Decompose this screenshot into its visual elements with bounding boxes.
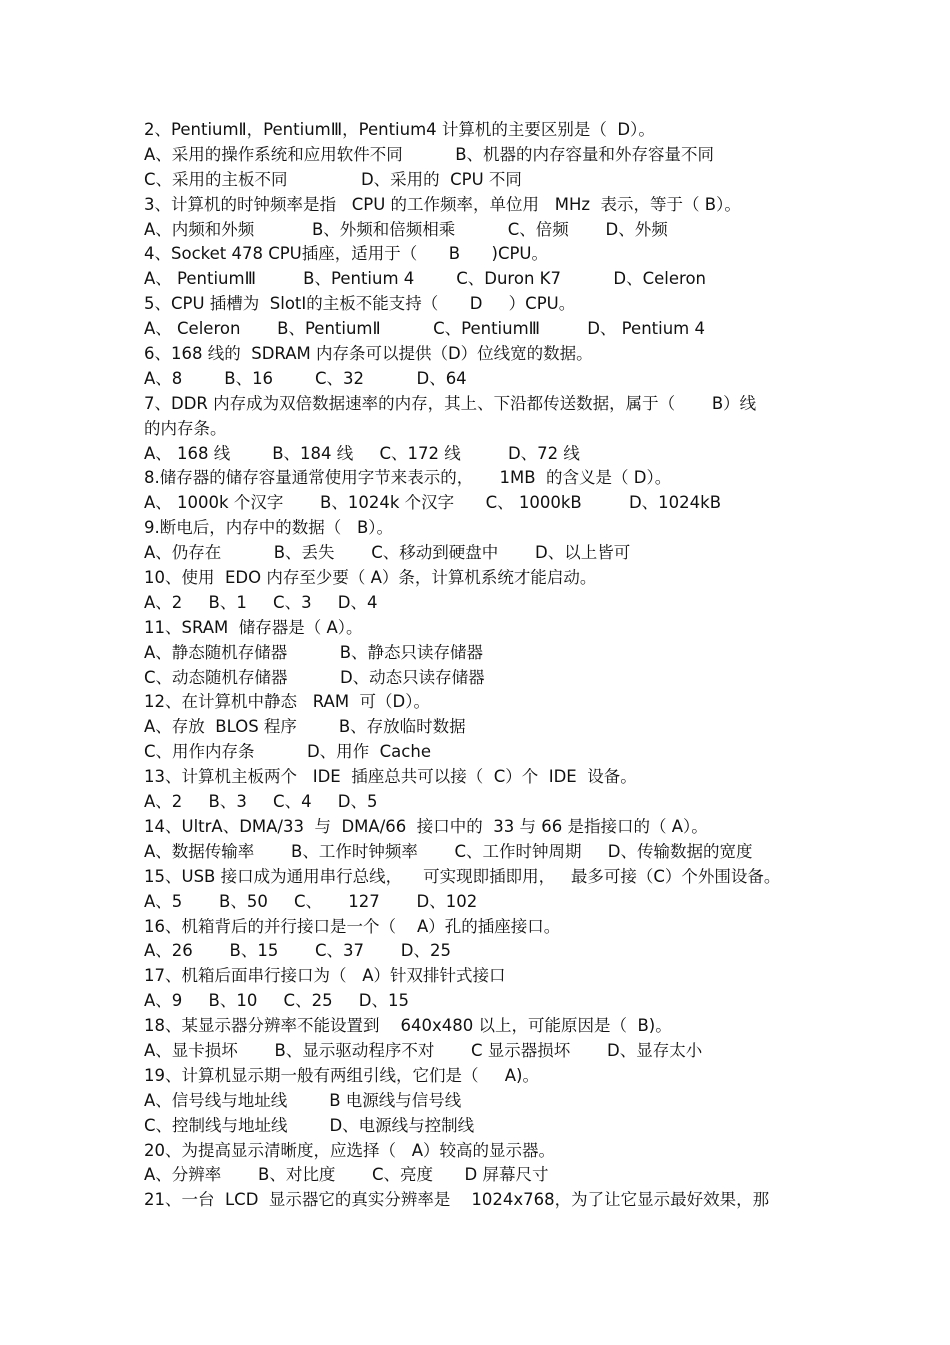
- text-line: A、显卡损坏 B、显示驱动程序不对 C 显示器损坏 D、显存太小: [144, 1040, 703, 1060]
- text-line: 12、在计算机中静态 RAM 可（D）。: [144, 692, 430, 712]
- text-line: C、采用的主板不同 D、采用的 CPU 不同: [144, 169, 522, 189]
- text-line: 的内存条。: [144, 418, 227, 438]
- text-line: A、26 B、15 C、37 D、25: [144, 941, 451, 961]
- text-line: 17、机箱后面串行接口为（ A）针双排针式接口: [144, 966, 506, 986]
- text-line: 3、计算机的时钟频率是指 CPU 的工作频率，单位用 MHz 表示，等于（ B）。: [144, 194, 741, 214]
- text-line: 6、168 线的 SDRAM 内存条可以提供（D）位线宽的数据。: [144, 344, 593, 364]
- text-line: A、2 B、1 C、3 D、4: [144, 592, 378, 612]
- text-line: C、控制线与地址线 D、电源线与控制线: [144, 1115, 475, 1135]
- text-line: A、信号线与地址线 B 电源线与信号线: [144, 1090, 462, 1110]
- text-line: C、用作内存条 D、用作 Cache: [144, 742, 431, 762]
- text-line: A、8 B、16 C、32 D、64: [144, 368, 467, 388]
- text-line: 21、一台 LCD 显示器它的真实分辨率是 1024x768，为了让它显示最好效果，那: [144, 1190, 770, 1210]
- text-line: 10、使用 EDO 内存至少要（ A）条，计算机系统才能启动。: [144, 568, 597, 588]
- text-line: 19、计算机显示期一般有两组引线，它们是（ A)。: [144, 1065, 539, 1085]
- text-line: A、5 B、50 C、 127 D、102: [144, 891, 478, 911]
- document-body: [144, 118, 824, 1213]
- text-line: A、采用的操作系统和应用软件不同 B、机器的内存容量和外存容量不同: [144, 144, 715, 164]
- text-line: 9.断电后，内存中的数据（ B）。: [144, 518, 394, 538]
- text-line: A、静态随机存储器 B、静态只读存储器: [144, 642, 484, 662]
- text-line: 18、某显示器分辨率不能设置到 640x480 以上，可能原因是（ B)。: [144, 1016, 672, 1036]
- text-line: A、 PentiumⅢ B、Pentium 4 C、Duron K7 D、Celeron: [144, 269, 706, 289]
- text-line: A、2 B、3 C、4 D、5: [144, 792, 378, 812]
- text-line: A、 168 线 B、184 线 C、172 线 D、72 线: [144, 443, 580, 463]
- text-line: 11、SRAM 储存器是（ A）。: [144, 617, 363, 637]
- text-line: A、 1000k 个汉字 B、1024k 个汉字 C、 1000kB D、1024kB: [144, 493, 722, 513]
- text-line: 16、机箱背后的并行接口是一个（ A）孔的插座接口。: [144, 916, 561, 936]
- text-line: 15、USB 接口成为通用串行总线， 可实现即插即用， 最多可接（C）个外围设备。: [144, 866, 781, 886]
- text-line: A、数据传输率 B、工作时钟频率 C、工作时钟周期 D、传输数据的宽度: [144, 841, 753, 861]
- text-line: 8.储存器的储存容量通常使用字节来表示的， 1MB 的含义是（ D）。: [144, 468, 672, 488]
- text-line: 2、PentiumⅡ，PentiumⅢ，Pentium4 计算机的主要区别是（ D）。: [144, 120, 655, 139]
- text-line: A、内频和外频 B、外频和倍频相乘 C、倍频 D、外频: [144, 219, 668, 239]
- text-line: 20、为提高显示清晰度，应选择（ A）较高的显示器。: [144, 1140, 556, 1160]
- text-line: 4、Socket 478 CPU插座，适用于（ B )CPU。: [144, 244, 549, 264]
- text-line: A、9 B、10 C、25 D、15: [144, 991, 409, 1011]
- text-line: A、分辨率 B、对比度 C、亮度 D 屏幕尺寸: [144, 1165, 549, 1185]
- text-line: 5、CPU 插槽为 SlotⅠ的主板不能支持（ D ）CPU。: [144, 294, 576, 314]
- text-line: A、仍存在 B、丢失 C、移动到硬盘中 D、以上皆可: [144, 543, 631, 563]
- text-line: A、存放 BLOS 程序 B、存放临时数据: [144, 717, 466, 737]
- text-line: C、动态随机存储器 D、动态只读存储器: [144, 667, 485, 687]
- text-line: 7、DDR 内存成为双倍数据速率的内存，其上、下沿都传送数据，属于（ B）线: [144, 393, 757, 413]
- text-line: 13、计算机主板两个 IDE 插座总共可以接（ C）个 IDE 设备。: [144, 767, 637, 787]
- text-line: 14、UltrA、DMA/33 与 DMA/66 接口中的 33 与 66 是指接口的（ A）。: [144, 816, 708, 836]
- text-line: A、 Celeron B、PentiumⅡ C、PentiumⅢ D、 Pentium 4: [144, 319, 705, 339]
